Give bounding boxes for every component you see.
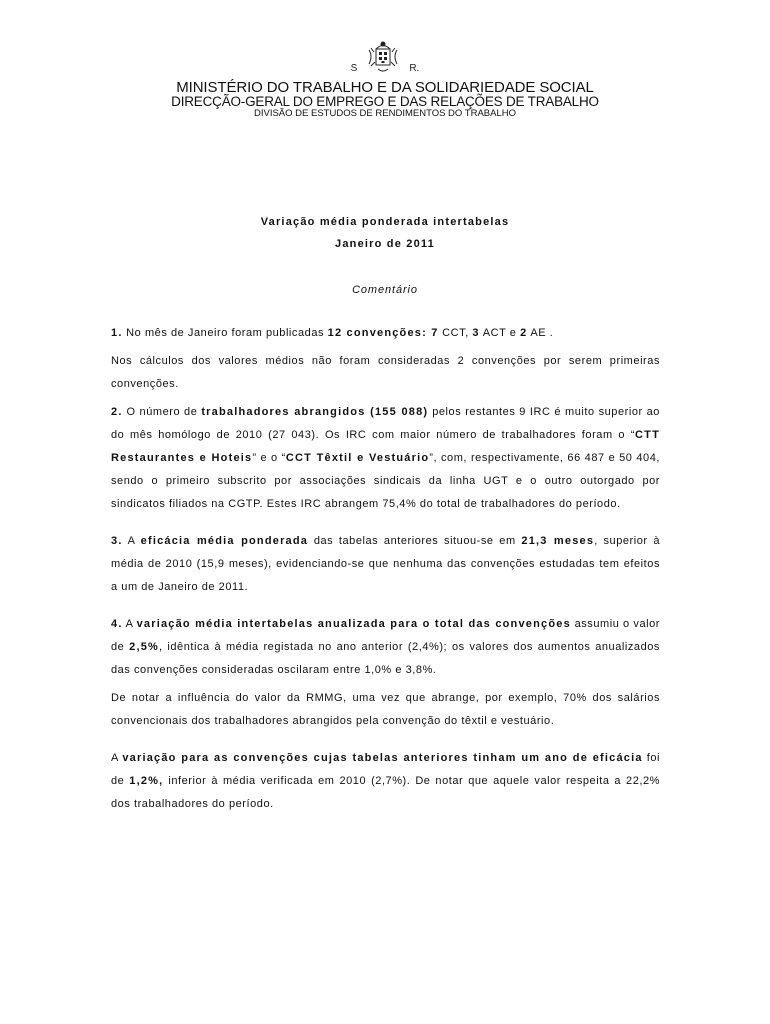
ministry-name: MINISTÉRIO DO TRABALHO E DA SOLIDARIEDADE SOCIAL	[176, 79, 594, 96]
document-body	[111, 322, 660, 816]
paragraph-1-note: Nos cálculos dos valores médios não foram consideradas 2 convenções por serem primeiras convenções.	[111, 355, 660, 390]
division-name: DIVISÃO DE ESTUDOS DE RENDIMENTOS DO TRABALHO	[253, 108, 516, 119]
emblem-letter-right: R.	[409, 63, 420, 74]
paragraph-1: 1. No mês de Janeiro foram publicadas 12 convenções: 7 CCT, 3 ACT e 2 AE .	[111, 327, 554, 339]
paragraph-4-note: De notar a influência do valor da RMMG, uma vez que abrange, por exemplo, 70% dos salários convencionais dos trabalhadores abrangidos pela convenção do têxtil e vestuário.	[111, 692, 660, 727]
directorate-name: DIRECÇÃO-GERAL DO EMPREGO E DAS RELAÇÕES DE TRABALHO	[171, 94, 599, 109]
paragraph-4: 4. A variação média intertabelas anualizada para o total das convenções assumiu o valor de 2,5%, idêntica à média registada no ano anterior (2,4%); os valores dos aumentos anualizados das convenções consideradas oscilaram entre 1,0% e 3,8%.	[111, 618, 660, 676]
document-period: Janeiro de 2011	[335, 238, 435, 250]
paragraph-2: 2. O número de trabalhadores abrangidos (155 088) pelos restantes 9 IRC é muito superior ao do mês homólogo de 2010 (27 043). Os IRC com maior número de trabalhadores foram o “CTT Restaurantes e Hoteis” e o “CCT Têxtil e Vestuário”, com, respectivamente, 66 487 e 50 404, sendo o primeiro subscrito por associações sindicais da linha UGT e o outro outorgado por sindicatos filiados na CGTP. Estes IRC abrangem 75,4% do total de trabalhadores do período.	[111, 406, 660, 510]
emblem-letter-left: S	[350, 63, 358, 74]
coat-of-arms-icon	[365, 40, 401, 74]
document-title: Variação média ponderada intertabelas	[260, 216, 510, 228]
paragraph-5: A variação para as convenções cujas tabelas anteriores tinham um ano de eficácia foi de 1,2%, inferior à média verificada em 2010 (2,7%). De notar que aquele valor respeita a 22,2% dos trabalhadores do período.	[111, 752, 661, 810]
paragraph-3: 3. A eficácia média ponderada das tabelas anteriores situou-se em 21,3 meses, superior à média de 2010 (15,9 meses), evidenciando-se que nenhuma das convenções estudadas tem efeitos a um de Janeiro de 2011.	[111, 535, 660, 593]
section-heading-comment: Comentário	[352, 284, 418, 296]
header-emblem	[0, 40, 770, 76]
